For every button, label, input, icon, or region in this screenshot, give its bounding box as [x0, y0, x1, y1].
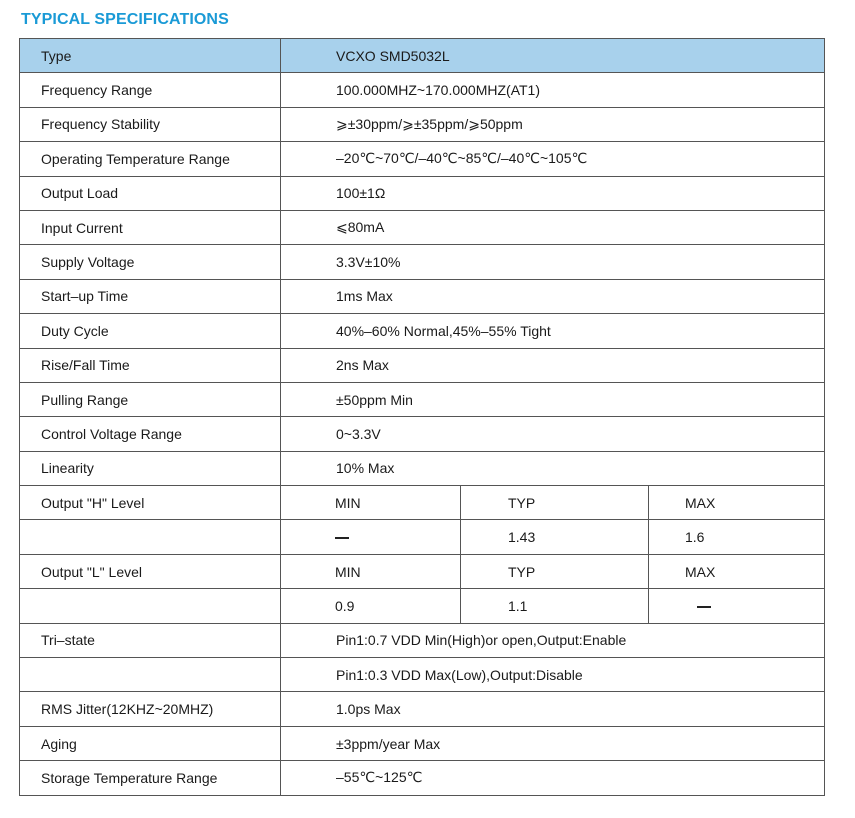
table-row-control-voltage: [20, 417, 825, 451]
spec-value: 10% Max: [281, 451, 825, 485]
spec-label: Rise/Fall Time: [20, 348, 281, 382]
spec-value: ±3ppm/year Max: [281, 726, 825, 760]
spec-label: Tri–state: [20, 623, 281, 657]
table-row-output-h-values: [20, 520, 825, 554]
table-row-output-h-header: [20, 486, 825, 520]
typ-value: 1.1: [461, 589, 649, 623]
table-row-rms-jitter: [20, 692, 825, 726]
spec-label: Linearity: [20, 451, 281, 485]
typ-value: 1.43: [461, 520, 649, 554]
spec-label: Output Load: [20, 176, 281, 210]
max-header: MAX: [649, 486, 825, 520]
table-row-tri-state-1: [20, 623, 825, 657]
spec-value: Pin1:0.7 VDD Min(High)or open,Output:Enable: [281, 623, 825, 657]
table-row-aging: [20, 726, 825, 760]
spec-value: 100±1Ω: [281, 176, 825, 210]
spec-label: Aging: [20, 726, 281, 760]
spec-value: ⩽80mA: [281, 210, 825, 244]
table-row-pulling-range: [20, 382, 825, 416]
spec-value: 1ms Max: [281, 279, 825, 313]
table-row-supply-voltage: [20, 245, 825, 279]
max-value: [649, 589, 825, 623]
spec-label: RMS Jitter(12KHZ~20MHZ): [20, 692, 281, 726]
typ-header: TYP: [461, 554, 649, 588]
min-header: MIN: [281, 486, 461, 520]
table-row-storage-temperature: [20, 761, 825, 795]
table-row-output-load: [20, 176, 825, 210]
spec-label: Start–up Time: [20, 279, 281, 313]
table-row-type: [20, 39, 825, 73]
table-row-linearity: [20, 451, 825, 485]
table-row-tri-state-2: [20, 658, 825, 692]
min-header: MIN: [281, 554, 461, 588]
dash-icon: [335, 537, 349, 539]
spec-value: ⩾±30ppm/⩾±35ppm/⩾50ppm: [281, 107, 825, 141]
dash-icon: [697, 606, 711, 608]
spec-value: ±50ppm Min: [281, 382, 825, 416]
spec-label: Control Voltage Range: [20, 417, 281, 451]
spec-label: Frequency Stability: [20, 107, 281, 141]
spec-value: 3.3V±10%: [281, 245, 825, 279]
spec-label: Output "L" Level: [20, 554, 281, 588]
table-row-output-l-values: [20, 589, 825, 623]
spec-value: 2ns Max: [281, 348, 825, 382]
typ-header: TYP: [461, 486, 649, 520]
spec-label: Duty Cycle: [20, 314, 281, 348]
spec-value: VCXO SMD5032L: [281, 39, 825, 73]
spec-label: Frequency Range: [20, 73, 281, 107]
table-row-frequency-stability: [20, 107, 825, 141]
min-value: 0.9: [281, 589, 461, 623]
spec-label: Pulling Range: [20, 382, 281, 416]
spec-value: –20℃~70℃/–40℃~85℃/–40℃~105℃: [281, 142, 825, 176]
max-value: 1.6: [649, 520, 825, 554]
table-row-startup-time: [20, 279, 825, 313]
spec-table: [19, 38, 825, 796]
spec-value: 40%–60% Normal,45%–55% Tight: [281, 314, 825, 348]
table-row-input-current: [20, 210, 825, 244]
table-row-rise-fall-time: [20, 348, 825, 382]
spec-value: 1.0ps Max: [281, 692, 825, 726]
spec-value: 100.000MHZ~170.000MHZ(AT1): [281, 73, 825, 107]
spec-label: Storage Temperature Range: [20, 761, 281, 795]
min-value: [281, 520, 461, 554]
spec-label: Input Current: [20, 210, 281, 244]
table-row-frequency-range: [20, 73, 825, 107]
spec-value: 0~3.3V: [281, 417, 825, 451]
spec-label: Supply Voltage: [20, 245, 281, 279]
spec-label: Output "H" Level: [20, 486, 281, 520]
spec-label: Type: [20, 39, 281, 73]
spec-value: –55℃~125℃: [281, 761, 825, 795]
page-title: TYPICAL SPECIFICATIONS: [21, 11, 229, 28]
table-row-output-l-header: [20, 554, 825, 588]
table-row-duty-cycle: [20, 314, 825, 348]
max-header: MAX: [649, 554, 825, 588]
spec-value: Pin1:0.3 VDD Max(Low),Output:Disable: [281, 658, 825, 692]
spec-label-empty: [20, 589, 281, 623]
spec-label: Operating Temperature Range: [20, 142, 281, 176]
spec-label-empty: [20, 658, 281, 692]
table-row-operating-temperature: [20, 142, 825, 176]
spec-label-empty: [20, 520, 281, 554]
